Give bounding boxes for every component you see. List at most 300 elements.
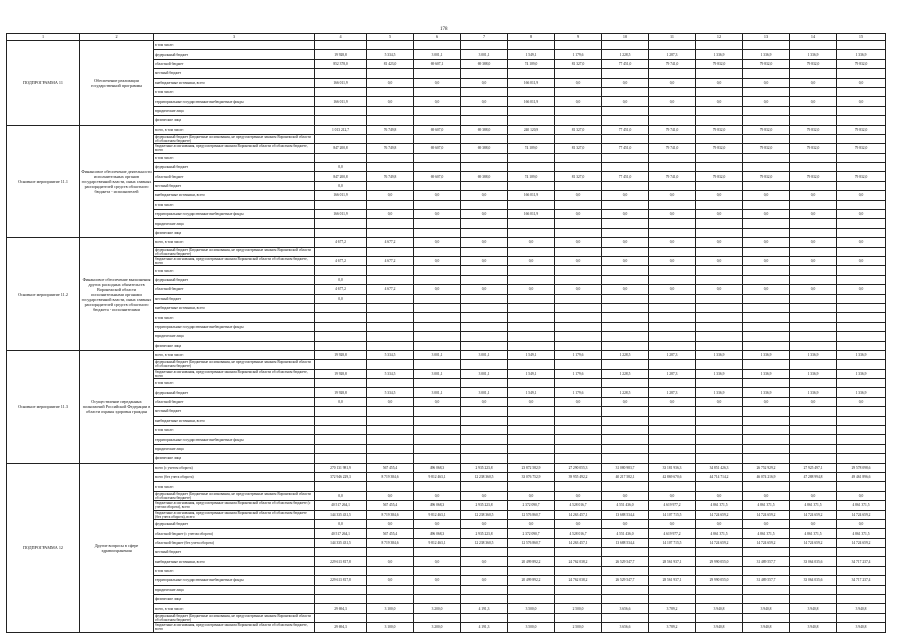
value-cell — [414, 134, 461, 143]
value-cell: 40 217 582,1 — [602, 472, 649, 481]
value-cell — [461, 247, 508, 256]
value-cell: 79 741,0 — [649, 172, 696, 181]
table-row — [7, 41, 886, 50]
value-cell — [508, 247, 555, 256]
funding-source-label: территориальные государственные внебюджетные фонды — [154, 322, 315, 331]
value-cell: 0,0 — [743, 97, 790, 106]
funding-source-label: федеральный бюджет (Бюджетные ассигнования, не предусмотренные законом Воронежской области об областном бюджете) — [154, 491, 315, 500]
value-cell — [790, 275, 837, 284]
funding-source-label: в том числе: — [154, 200, 315, 209]
funding-source-label: местный бюджет — [154, 181, 315, 190]
funding-source-label: в том числе: — [154, 566, 315, 575]
value-cell — [696, 426, 743, 435]
value-cell — [696, 595, 743, 604]
value-cell — [837, 116, 886, 125]
value-cell — [414, 613, 461, 622]
value-cell: 3 500,0 — [508, 604, 555, 613]
value-cell: 14 724 659,2 — [743, 538, 790, 547]
value-cell: 166 011,9 — [508, 97, 555, 106]
value-cell — [837, 426, 886, 435]
value-cell: 34 717 237,4 — [837, 576, 886, 585]
value-cell: 40 517 264,1 — [315, 501, 367, 510]
value-cell — [837, 41, 886, 50]
value-cell: 0,0 — [790, 256, 837, 265]
value-cell — [414, 379, 461, 388]
value-cell: 9 812 463,1 — [414, 510, 461, 519]
funding-source-label: физические лица — [154, 595, 315, 604]
funding-source-label: областной бюджет (без учета оборота) — [154, 538, 315, 547]
value-cell — [508, 613, 555, 622]
value-cell — [555, 313, 602, 322]
value-cell — [696, 181, 743, 190]
value-cell — [790, 426, 837, 435]
value-cell: 9 812 463,1 — [414, 538, 461, 547]
value-cell — [461, 275, 508, 284]
value-cell: 47 288 994,8 — [790, 472, 837, 481]
value-cell: 0,0 — [790, 238, 837, 247]
value-cell — [602, 416, 649, 425]
value-cell: 29 990 055,0 — [696, 557, 743, 566]
value-cell — [414, 595, 461, 604]
value-cell — [367, 134, 414, 143]
value-cell — [837, 313, 886, 322]
value-cell — [837, 163, 886, 172]
funding-source-label: областной бюджет (с учетом оборота) — [154, 529, 315, 538]
value-cell: 12 238 360,5 — [461, 538, 508, 547]
funding-source-label: федеральный бюджет — [154, 163, 315, 172]
value-cell: 1 287,3 — [649, 369, 696, 378]
value-cell: 13 688 534,4 — [602, 538, 649, 547]
value-cell: 2 500,0 — [555, 604, 602, 613]
value-cell: 14 724 659,2 — [696, 510, 743, 519]
value-cell: 81 423,0 — [367, 59, 414, 68]
value-cell: 4 861 371,5 — [696, 529, 743, 538]
value-cell: 8 719 384,6 — [367, 472, 414, 481]
value-cell — [602, 435, 649, 444]
value-cell: 3 500,0 — [508, 623, 555, 632]
value-cell: 1 336,9 — [790, 50, 837, 59]
value-cell — [508, 548, 555, 557]
value-cell — [696, 163, 743, 172]
funding-source-label: в том числе: — [154, 426, 315, 435]
value-cell: 0,0 — [555, 256, 602, 265]
value-cell: 0,0 — [696, 256, 743, 265]
value-cell: 1 336,9 — [837, 50, 886, 59]
value-cell: 3 656,6 — [602, 623, 649, 632]
value-cell: 79 832,0 — [743, 59, 790, 68]
value-cell — [837, 303, 886, 312]
value-cell — [414, 566, 461, 575]
value-cell: 0,0 — [367, 97, 414, 106]
value-cell: 0,0 — [602, 285, 649, 294]
funding-source-label: территориальные государственные внебюджетные фонды — [154, 97, 315, 106]
value-cell — [367, 566, 414, 575]
value-cell — [555, 322, 602, 331]
value-cell: 0,0 — [837, 285, 886, 294]
value-cell — [414, 303, 461, 312]
value-cell: 79 832,0 — [696, 125, 743, 134]
value-cell: 166 011,9 — [508, 78, 555, 87]
value-cell — [696, 379, 743, 388]
funding-source-label: в том числе: — [154, 379, 315, 388]
value-cell — [315, 87, 367, 96]
value-cell: 1 287,3 — [649, 350, 696, 359]
value-cell — [367, 322, 414, 331]
value-cell — [837, 87, 886, 96]
value-cell — [602, 247, 649, 256]
value-cell: 0,0 — [315, 294, 367, 303]
value-cell — [696, 454, 743, 463]
value-cell: 0,0 — [837, 256, 886, 265]
value-cell — [508, 41, 555, 50]
value-cell: 79 741,0 — [649, 59, 696, 68]
value-cell — [508, 313, 555, 322]
value-cell: 1 336,9 — [743, 350, 790, 359]
value-cell — [696, 69, 743, 78]
value-cell — [461, 482, 508, 491]
value-cell — [602, 41, 649, 50]
value-cell: 3 001,1 — [461, 350, 508, 359]
value-cell: 4 861 371,5 — [837, 501, 886, 510]
value-cell — [743, 87, 790, 96]
value-cell: 76 749,8 — [367, 172, 414, 181]
value-cell: 1 013 212,7 — [315, 125, 367, 134]
value-cell: 69 388,0 — [461, 172, 508, 181]
value-cell — [555, 585, 602, 594]
value-cell: 0,0 — [696, 238, 743, 247]
value-cell — [649, 595, 696, 604]
funding-source-label: внебюджетные источники, всего — [154, 416, 315, 425]
value-cell — [508, 153, 555, 162]
value-cell — [555, 407, 602, 416]
funding-source-label: федеральный бюджет (Бюджетные ассигнования, не предусмотренные законом Воронежской области об областном бюджете) — [154, 134, 315, 143]
value-cell — [602, 332, 649, 341]
funding-source-label: местный бюджет — [154, 69, 315, 78]
value-cell: 5 334,5 — [367, 50, 414, 59]
value-cell — [649, 181, 696, 190]
value-cell: 34 717 237,4 — [837, 557, 886, 566]
value-cell: 3 940,8 — [790, 604, 837, 613]
value-cell — [461, 360, 508, 369]
value-cell — [837, 407, 886, 416]
value-cell: 0,0 — [743, 210, 790, 219]
value-cell — [743, 444, 790, 453]
value-cell — [649, 435, 696, 444]
value-cell — [367, 416, 414, 425]
value-cell — [315, 426, 367, 435]
value-cell: 1 336,9 — [743, 388, 790, 397]
value-cell: 0,0 — [743, 519, 790, 528]
value-cell: 44 714 714,2 — [696, 472, 743, 481]
value-cell: 77 451,0 — [602, 144, 649, 153]
value-cell — [743, 69, 790, 78]
value-cell — [315, 454, 367, 463]
value-cell — [649, 548, 696, 557]
value-cell — [461, 454, 508, 463]
value-cell — [461, 548, 508, 557]
funding-source-label: внебюджетные источники, всего — [154, 78, 315, 87]
section-title: Финансовое обеспечение выполнения других расходных обязательств Воронежской области исполнительными органами государственной власти, иных главных распорядителей средств областного бюджета - исполнителями — [80, 238, 154, 351]
value-cell — [837, 247, 886, 256]
value-cell — [696, 153, 743, 162]
value-cell — [555, 613, 602, 622]
value-cell: 26 529 547,7 — [602, 557, 649, 566]
value-cell — [315, 482, 367, 491]
funding-source-label: федеральный бюджет (Бюджетные ассигнования, не предусмотренные законом Воронежской области об областном бюджете) — [154, 613, 315, 622]
value-cell: 19 928,8 — [315, 388, 367, 397]
value-cell — [414, 435, 461, 444]
value-cell: 0,0 — [414, 97, 461, 106]
value-cell — [696, 247, 743, 256]
value-cell: 0,0 — [555, 210, 602, 219]
value-cell: 0,0 — [315, 275, 367, 284]
value-cell — [696, 294, 743, 303]
value-cell: 27 290 055,3 — [555, 463, 602, 472]
value-cell — [555, 341, 602, 350]
value-cell: 79 741,0 — [649, 144, 696, 153]
header-cell: 9 — [555, 34, 602, 41]
value-cell — [315, 41, 367, 50]
value-cell — [315, 153, 367, 162]
funding-source-label: юридические лица — [154, 219, 315, 228]
value-cell: 0,0 — [602, 191, 649, 200]
value-cell — [414, 41, 461, 50]
value-cell: 29 578 098,6 — [837, 463, 886, 472]
value-cell — [461, 163, 508, 172]
value-cell — [696, 435, 743, 444]
value-cell — [414, 341, 461, 350]
value-cell: 14 263 457,1 — [555, 538, 602, 547]
value-cell — [461, 379, 508, 388]
value-cell: 0,0 — [696, 285, 743, 294]
value-cell — [367, 266, 414, 275]
value-cell: 26 752 929,2 — [743, 463, 790, 472]
value-cell: 4 861 371,5 — [790, 529, 837, 538]
value-cell — [315, 548, 367, 557]
value-cell: 1 336,9 — [696, 50, 743, 59]
section-code: Основное мероприятие 11.2 — [7, 238, 80, 351]
value-cell: 69 388,0 — [461, 144, 508, 153]
value-cell — [602, 275, 649, 284]
value-cell: 27 925 497,1 — [790, 463, 837, 472]
value-cell — [649, 360, 696, 369]
value-cell — [649, 163, 696, 172]
value-cell — [649, 444, 696, 453]
value-cell: 0,0 — [315, 163, 367, 172]
value-cell: 1 336,9 — [743, 369, 790, 378]
value-cell — [790, 69, 837, 78]
value-cell: 0,0 — [837, 78, 886, 87]
header-cell: 11 — [649, 34, 696, 41]
value-cell — [508, 379, 555, 388]
value-cell — [837, 153, 886, 162]
value-cell — [555, 303, 602, 312]
value-cell — [602, 595, 649, 604]
value-cell — [696, 134, 743, 143]
value-cell: 31 489 557,7 — [743, 576, 790, 585]
value-cell — [837, 332, 886, 341]
value-cell: 9 812 463,1 — [414, 472, 461, 481]
table-row — [7, 125, 886, 134]
value-cell — [555, 134, 602, 143]
header-cell: 10 — [602, 34, 649, 41]
value-cell — [743, 332, 790, 341]
value-cell — [315, 435, 367, 444]
value-cell: 0,0 — [790, 519, 837, 528]
value-cell — [367, 379, 414, 388]
value-cell — [555, 426, 602, 435]
header-cell: 6 — [414, 34, 461, 41]
value-cell: 3 789,2 — [649, 604, 696, 613]
value-cell: 79 832,0 — [743, 172, 790, 181]
value-cell: 31 489 557,7 — [743, 557, 790, 566]
value-cell: 0,0 — [837, 519, 886, 528]
value-cell: 5 334,5 — [367, 350, 414, 359]
value-cell — [743, 116, 790, 125]
value-cell — [414, 219, 461, 228]
value-cell: 1 287,3 — [649, 388, 696, 397]
value-cell: 0,0 — [837, 191, 886, 200]
header-cell: 1 — [7, 34, 80, 41]
value-cell — [461, 444, 508, 453]
value-cell: 0,0 — [508, 397, 555, 406]
value-cell — [414, 454, 461, 463]
value-cell — [696, 219, 743, 228]
value-cell — [461, 595, 508, 604]
value-cell: 14 263 457,1 — [555, 510, 602, 519]
value-cell — [461, 87, 508, 96]
value-cell — [790, 41, 837, 50]
value-cell — [461, 313, 508, 322]
value-cell — [315, 360, 367, 369]
funding-source-label: в том числе: — [154, 482, 315, 491]
value-cell: 76 749,8 — [367, 144, 414, 153]
value-cell — [555, 87, 602, 96]
value-cell: 0,0 — [696, 78, 743, 87]
value-cell — [315, 341, 367, 350]
value-cell — [367, 219, 414, 228]
value-cell — [367, 332, 414, 341]
value-cell — [602, 444, 649, 453]
value-cell — [414, 444, 461, 453]
value-cell — [790, 153, 837, 162]
value-cell — [367, 435, 414, 444]
funding-source-label: территориальные государственные внебюджетные фонды — [154, 435, 315, 444]
value-cell — [790, 294, 837, 303]
value-cell: 2 372 090,7 — [508, 501, 555, 510]
funding-source-label: в том числе: — [154, 41, 315, 50]
value-cell: 8 719 384,6 — [367, 510, 414, 519]
value-cell: 0,0 — [743, 256, 790, 265]
value-cell: 19 928,8 — [315, 350, 367, 359]
value-cell: 144 335 431,5 — [315, 510, 367, 519]
funding-source-label: местный бюджет — [154, 407, 315, 416]
value-cell — [602, 69, 649, 78]
value-cell — [743, 106, 790, 115]
value-cell — [790, 444, 837, 453]
funding-source-label: бюджетные ассигнования, предусмотренные законом Воронежской области об областном бюджете (с учетом оборота), всего — [154, 501, 315, 510]
value-cell: 29 694,3 — [315, 623, 367, 632]
value-cell: 0,0 — [315, 519, 367, 528]
value-cell: 69 607,0 — [414, 144, 461, 153]
value-cell — [508, 181, 555, 190]
section-title: Финансовое обеспечение деятельности исполнительных органов государственной власти, иных главных распорядителей средств областного бюджета - исполнителей — [80, 125, 154, 238]
value-cell — [743, 219, 790, 228]
value-cell: 0,0 — [790, 397, 837, 406]
value-cell — [790, 219, 837, 228]
value-cell: 0,0 — [649, 238, 696, 247]
funding-source-label: всего (с учетом оборота) — [154, 463, 315, 472]
value-cell: 79 832,0 — [696, 144, 743, 153]
header-cell: 14 — [790, 34, 837, 41]
value-cell: 33 064 035,6 — [790, 557, 837, 566]
value-cell: 847 200,8 — [315, 144, 367, 153]
value-cell — [649, 566, 696, 575]
funding-source-label: областной бюджет — [154, 397, 315, 406]
header-cell: 7 — [461, 34, 508, 41]
value-cell: 0,0 — [649, 97, 696, 106]
value-cell — [696, 585, 743, 594]
value-cell — [555, 200, 602, 209]
value-cell: 0,0 — [461, 191, 508, 200]
value-cell: 14 724 659,2 — [837, 510, 886, 519]
value-cell — [555, 228, 602, 237]
value-cell: 0,0 — [461, 238, 508, 247]
value-cell: 77 451,0 — [602, 125, 649, 134]
value-cell — [367, 360, 414, 369]
value-cell — [414, 69, 461, 78]
funding-source-label: областной бюджет — [154, 59, 315, 68]
value-cell: 0,0 — [602, 256, 649, 265]
value-cell: 79 832,0 — [837, 172, 886, 181]
value-cell — [367, 87, 414, 96]
value-cell — [696, 275, 743, 284]
value-cell — [508, 106, 555, 115]
funding-source-label: областной бюджет — [154, 172, 315, 181]
value-cell — [790, 87, 837, 96]
value-cell: 4 861 371,5 — [743, 529, 790, 538]
value-cell: 3 100,0 — [367, 623, 414, 632]
value-cell — [649, 200, 696, 209]
value-cell: 0,0 — [414, 491, 461, 500]
value-cell — [508, 322, 555, 331]
value-cell: 4 528 016,7 — [555, 529, 602, 538]
value-cell: 49 461 896,6 — [837, 472, 886, 481]
value-cell — [461, 200, 508, 209]
value-cell: 4 861 371,5 — [837, 529, 886, 538]
value-cell — [743, 416, 790, 425]
value-cell: 0,0 — [555, 519, 602, 528]
value-cell — [508, 303, 555, 312]
value-cell — [461, 41, 508, 50]
value-cell: 14 724 659,2 — [790, 538, 837, 547]
funding-source-label: в том числе: — [154, 87, 315, 96]
value-cell — [461, 407, 508, 416]
value-cell: 1 549,1 — [508, 350, 555, 359]
value-cell — [602, 181, 649, 190]
value-cell — [790, 332, 837, 341]
value-cell — [508, 266, 555, 275]
value-cell — [367, 444, 414, 453]
value-cell — [508, 341, 555, 350]
value-cell: 0,0 — [461, 397, 508, 406]
value-cell — [367, 181, 414, 190]
value-cell: 0,0 — [414, 285, 461, 294]
funding-source-label: местный бюджет — [154, 548, 315, 557]
value-cell: 0,0 — [555, 285, 602, 294]
value-cell: 42 869 670,6 — [649, 472, 696, 481]
value-cell — [602, 200, 649, 209]
